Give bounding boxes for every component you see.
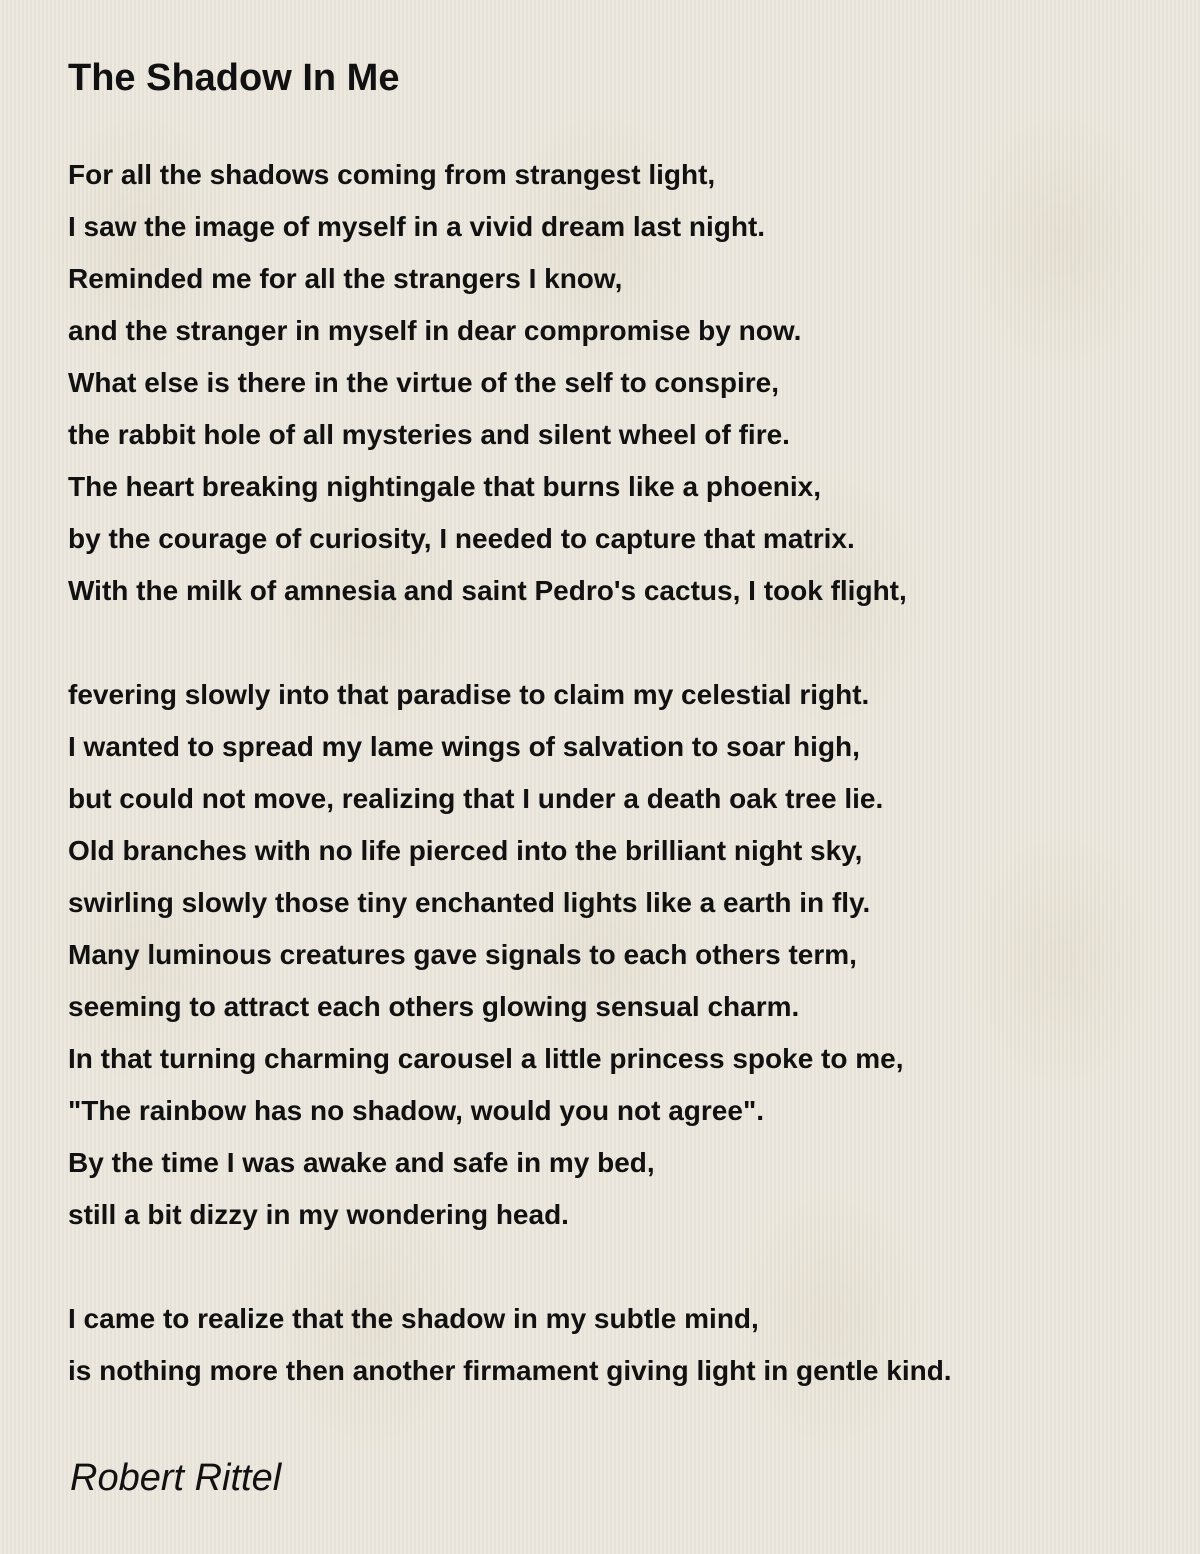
poem-line: and the stranger in myself in dear compromise by now.	[68, 315, 802, 346]
poem-line: fevering slowly into that paradise to claim my celestial right.	[68, 679, 870, 710]
poem-line: With the milk of amnesia and saint Pedro's cactus, I took flight,	[68, 575, 907, 606]
poem-body	[68, 149, 1178, 1397]
poem-line: the rabbit hole of all mysteries and silent wheel of fire.	[68, 419, 790, 450]
poem-line: Reminded me for all the strangers I know,	[68, 263, 623, 294]
poem-line: "The rainbow has no shadow, would you not agree".	[68, 1095, 765, 1126]
poem-line: By the time I was awake and safe in my bed,	[68, 1147, 655, 1178]
poem-author: Robert Rittel	[70, 1457, 282, 1499]
stanza-break	[68, 617, 1178, 669]
poem-line: seeming to attract each others glowing sensual charm.	[68, 991, 800, 1022]
poem-line: In that turning charming carousel a little princess spoke to me,	[68, 1043, 904, 1074]
poem-line: The heart breaking nightingale that burns like a phoenix,	[68, 471, 822, 502]
poem-line: Old branches with no life pierced into the brilliant night sky,	[68, 835, 863, 866]
poem-line: by the courage of curiosity, I needed to capture that matrix.	[68, 523, 855, 554]
poem-line: but could not move, realizing that I under a death oak tree lie.	[68, 783, 884, 814]
poem-title: The Shadow In Me	[68, 57, 400, 99]
poem-line: still a bit dizzy in my wondering head.	[68, 1199, 569, 1230]
poem-line: I came to realize that the shadow in my subtle mind,	[68, 1303, 759, 1334]
poem-line: I saw the image of myself in a vivid dream last night.	[68, 211, 766, 242]
poem-line: Many luminous creatures gave signals to each others term,	[68, 939, 857, 970]
poem-line: For all the shadows coming from strangest light,	[68, 159, 716, 190]
poem-line: is nothing more then another firmament giving light in gentle kind.	[68, 1355, 952, 1386]
stanza-break	[68, 1241, 1178, 1293]
poem-line: What else is there in the virtue of the self to conspire,	[68, 367, 780, 398]
poem-line: I wanted to spread my lame wings of salvation to soar high,	[68, 731, 860, 762]
poem-line: swirling slowly those tiny enchanted lights like a earth in fly.	[68, 887, 871, 918]
